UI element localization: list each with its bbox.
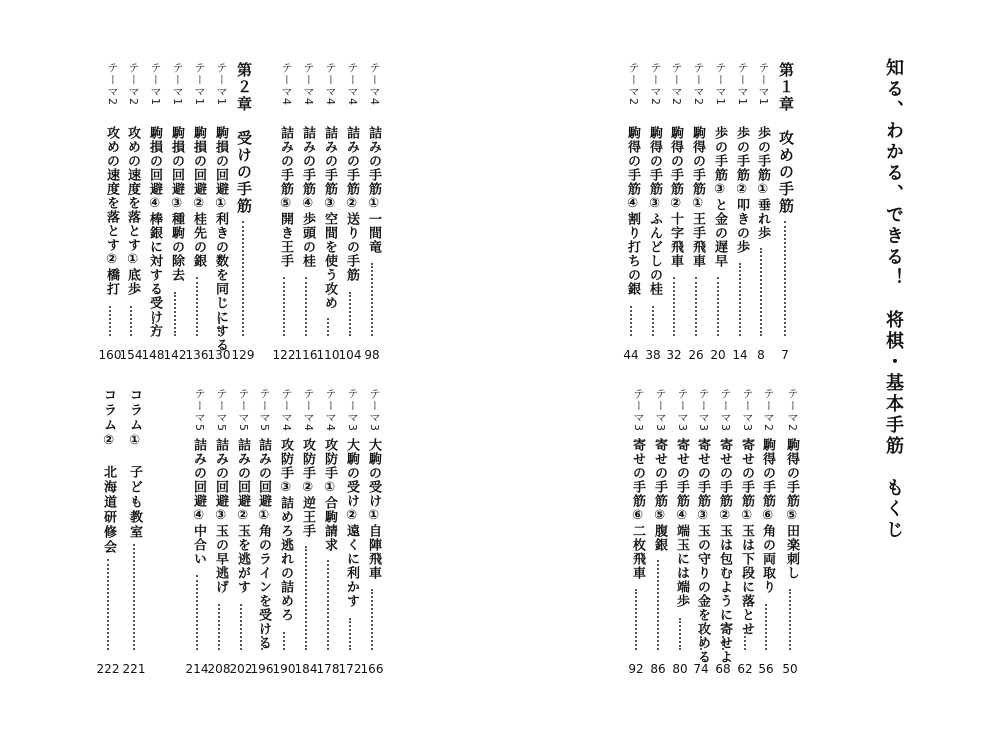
entry-title[interactable]: 詰みの回避④中合い (191, 438, 206, 566)
entry-title[interactable]: 大駒の受け①自陣飛車 (366, 438, 381, 580)
entry-title[interactable]: 駒得の手筋⑥角の両取り (760, 438, 775, 594)
entry-theme-label: テーマ2 (627, 62, 640, 106)
page-number: 38 (645, 348, 661, 362)
entry-theme-label: テーマ1 (171, 62, 184, 106)
dot-leader (283, 277, 285, 336)
entry-theme-label: テーマ1 (736, 62, 749, 106)
page-number: 214 (185, 662, 209, 676)
page-number: 44 (623, 348, 639, 362)
entry-theme-label: テーマ4 (280, 388, 293, 432)
dot-leader (327, 318, 329, 336)
dot-leader (722, 632, 724, 650)
entry-title[interactable]: 詰みの回避③玉の早逃げ (213, 438, 228, 594)
page-number: 86 (650, 662, 666, 676)
entry-title[interactable]: 攻めの速度を落とす①底歩 (125, 126, 140, 296)
entry-theme-label: テーマ3 (654, 388, 667, 432)
page-number: 222 (96, 662, 120, 676)
dot-leader (305, 277, 307, 336)
page-number: 221 (122, 662, 146, 676)
dot-leader (174, 292, 176, 337)
entry-title[interactable]: 詰みの手筋①一間竜 (366, 126, 381, 254)
page-number: 154 (119, 348, 143, 362)
page-number: 80 (672, 662, 688, 676)
entry-title[interactable]: 駒得の手筋⑤田楽刺し (784, 438, 799, 580)
entry-title[interactable]: 歩の手筋③と金の遅早 (712, 126, 727, 268)
entry-theme-label: テーマ3 (676, 388, 689, 432)
dot-leader (717, 277, 719, 336)
dot-leader (107, 559, 109, 650)
entry-title[interactable]: 駒損の回避①利きの数を同じにする (213, 126, 228, 352)
entry-theme-label: テーマ4 (368, 62, 381, 106)
page-number: 148 (141, 348, 165, 362)
dot-leader (327, 560, 329, 650)
dot-leader (283, 632, 285, 650)
dot-leader (349, 618, 351, 650)
entry-title[interactable]: 攻防手③詰めろ逃れの詰めろ (278, 438, 293, 622)
entry-title[interactable]: 詰みの手筋②送りの手筋 (344, 126, 359, 282)
entry-title[interactable]: 寄せの手筋①玉は下段に落とせ (739, 438, 754, 636)
entry-theme-label: テーマ3 (368, 388, 381, 432)
entry-theme-label: テーマ1 (193, 62, 206, 106)
dot-leader (679, 618, 681, 650)
page-number: 74 (693, 662, 709, 676)
dot-leader (789, 589, 791, 650)
page-number: 129 (231, 348, 255, 362)
entry-title[interactable]: 駒得の手筋①王手飛車 (690, 126, 705, 268)
page-number: 208 (207, 662, 231, 676)
dot-leader (305, 546, 307, 651)
entry-theme-label: テーマ1 (757, 62, 770, 106)
entry-title[interactable]: 詰みの手筋⑤開き王手 (278, 126, 293, 268)
entry-theme-label: テーマ1 (714, 62, 727, 106)
page-number: 184 (294, 662, 318, 676)
dot-leader (349, 292, 351, 337)
page-number: 130 (207, 348, 231, 362)
chapter-heading[interactable]: 第１章 攻めの手筋 (777, 62, 795, 215)
entry-title[interactable]: 寄せの手筋⑥二枚飛車 (630, 438, 645, 580)
page-number: 8 (757, 348, 765, 362)
entry-theme-label: テーマ5 (215, 388, 228, 432)
page-number: 32 (666, 348, 682, 362)
book-title: 知る、わかる、できる！ 将棋・基本手筋 もくじ (883, 58, 904, 541)
entry-title[interactable]: 詰みの手筋③空間を使う攻め (322, 126, 337, 310)
entry-theme-label: テーマ5 (237, 388, 250, 432)
page-number: 68 (715, 662, 731, 676)
entry-theme-label: テーマ3 (719, 388, 732, 432)
page-number: 62 (737, 662, 753, 676)
dot-leader (635, 589, 637, 650)
entry-theme-label: テーマ4 (302, 62, 315, 106)
dot-leader (657, 560, 659, 650)
entry-theme-label: テーマ3 (697, 388, 710, 432)
dot-leader (630, 306, 632, 336)
entry-title[interactable]: 寄せの手筋⑤腹銀 (652, 438, 667, 552)
page-number: 142 (163, 348, 187, 362)
dot-leader (371, 263, 373, 337)
entry-title[interactable]: 駒得の手筋④割り打ちの銀 (625, 126, 640, 296)
entry-title[interactable]: 詰みの回避②玉を逃がす (235, 438, 250, 594)
page-number: 190 (272, 662, 296, 676)
entry-theme-label: テーマ2 (786, 388, 799, 432)
entry-theme-label: テーマ2 (127, 62, 140, 106)
page-number: 14 (732, 348, 748, 362)
dot-leader (744, 632, 746, 650)
dot-leader (242, 221, 244, 336)
entry-theme-label: テーマ2 (106, 62, 119, 106)
page-number: 202 (229, 662, 253, 676)
entry-theme-label: テーマ2 (649, 62, 662, 106)
entry-title[interactable]: 歩の手筋②叩きの歩 (734, 126, 749, 254)
page-number: 136 (185, 348, 209, 362)
entry-title[interactable]: 駒損の回避③種駒の除去 (169, 126, 184, 282)
page-number: 26 (688, 348, 704, 362)
entry-theme-label: テーマ4 (280, 62, 293, 106)
page-number: 56 (758, 662, 774, 676)
entry-title[interactable]: 詰みの手筋④歩頭の桂 (300, 126, 315, 268)
dot-leader (371, 589, 373, 650)
entry-theme-label: テーマ5 (193, 388, 206, 432)
entry-title[interactable]: 攻防手①合駒請求 (322, 438, 337, 552)
entry-theme-label: テーマ4 (324, 62, 337, 106)
dot-leader (109, 306, 111, 336)
dot-leader (130, 306, 132, 336)
entry-theme-label: テーマ2 (692, 62, 705, 106)
column-title[interactable]: コラム② 北海道研修会 (101, 388, 116, 555)
entry-title[interactable]: 駒得の手筋②十字飛車 (668, 126, 683, 268)
page-number: 196 (250, 662, 274, 676)
entry-theme-label: テーマ4 (346, 62, 359, 106)
dot-leader (765, 604, 767, 651)
entry-theme-label: テーマ4 (324, 388, 337, 432)
dot-leader (261, 632, 263, 650)
dot-leader (784, 221, 786, 336)
entry-theme-label: テーマ5 (258, 388, 271, 432)
entry-theme-label: テーマ3 (346, 388, 359, 432)
dot-leader (218, 318, 220, 336)
dot-leader (652, 306, 654, 336)
entry-theme-label: テーマ1 (215, 62, 228, 106)
entry-theme-label: テーマ2 (762, 388, 775, 432)
dot-leader (673, 277, 675, 336)
entry-title[interactable]: 寄せの手筋②玉は包むように寄せよ (717, 438, 732, 664)
page-number: 116 (294, 348, 318, 362)
dot-leader (695, 277, 697, 336)
entry-title[interactable]: 詰みの回避①角のラインを受ける (256, 438, 271, 650)
entry-title[interactable]: 寄せの手筋④端玉には端歩 (674, 438, 689, 608)
entry-title[interactable]: 攻防手②逆王手 (300, 438, 315, 538)
page-number: 92 (628, 662, 644, 676)
dot-leader (739, 263, 741, 337)
dot-leader (240, 604, 242, 651)
entry-title[interactable]: 歩の手筋①垂れ歩 (755, 126, 770, 240)
entry-theme-label: テーマ3 (741, 388, 754, 432)
dot-leader (133, 544, 135, 650)
page-number: 20 (710, 348, 726, 362)
entry-title[interactable]: 駒得の手筋③ふんどしの桂 (647, 126, 662, 296)
page-number: 160 (98, 348, 122, 362)
entry-theme-label: テーマ3 (632, 388, 645, 432)
dot-leader (152, 318, 154, 336)
page-number: 172 (338, 662, 362, 676)
chapter-heading[interactable]: 第２章 受けの手筋 (235, 62, 253, 215)
dot-leader (196, 277, 198, 336)
page-number: 50 (782, 662, 798, 676)
dot-leader (760, 248, 762, 336)
page-number: 178 (316, 662, 340, 676)
page-number: 98 (364, 348, 380, 362)
entry-title[interactable]: 攻めの速度を落とす②橋打 (104, 126, 119, 296)
page-number: 166 (360, 662, 384, 676)
page-number: 7 (781, 348, 789, 362)
page-number: 122 (272, 348, 296, 362)
dot-leader (218, 604, 220, 651)
dot-leader (196, 575, 198, 651)
dot-leader (700, 632, 702, 650)
entry-theme-label: テーマ4 (302, 388, 315, 432)
page-number: 104 (338, 348, 362, 362)
entry-title[interactable]: 寄せの手筋③玉の守りの金を攻める (695, 438, 710, 664)
entry-theme-label: テーマ2 (670, 62, 683, 106)
entry-title[interactable]: 駒損の回避②桂先の銀 (191, 126, 206, 268)
entry-title[interactable]: 駒損の回避④棒銀に対する受け方 (147, 126, 162, 338)
column-title[interactable]: コラム① 子ども教室 (127, 388, 142, 540)
page-number: 110 (316, 348, 340, 362)
entry-title[interactable]: 大駒の受け②遠くに利かす (344, 438, 359, 608)
entry-theme-label: テーマ1 (149, 62, 162, 106)
